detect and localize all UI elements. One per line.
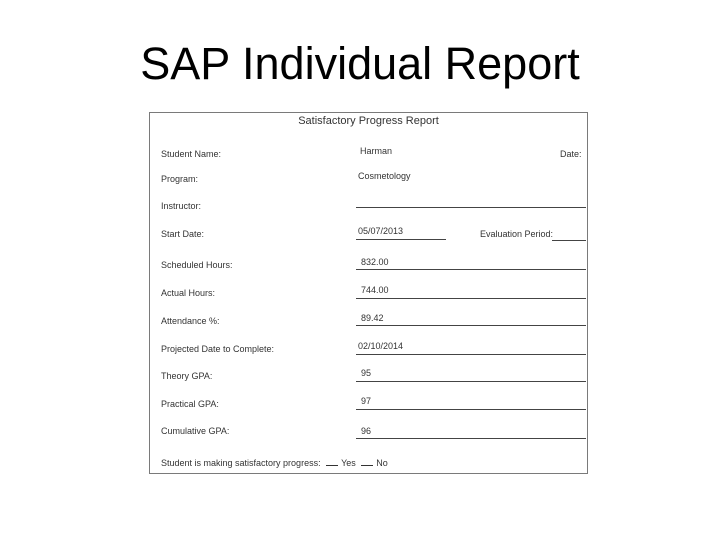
attendance-label: Attendance %: — [161, 316, 220, 326]
actual-hours-line — [356, 298, 586, 299]
attendance-line — [356, 325, 586, 326]
actual-hours-label: Actual Hours: — [161, 288, 216, 298]
program-value: Cosmetology — [358, 171, 411, 181]
scheduled-hours-line — [356, 269, 586, 270]
scheduled-hours-label: Scheduled Hours: — [161, 260, 233, 270]
scheduled-hours-value: 832.00 — [361, 257, 389, 267]
start-date-line — [356, 239, 446, 240]
no-blank[interactable] — [361, 457, 373, 466]
practical-gpa-value: 97 — [361, 396, 372, 406]
theory-gpa-value: 95 — [361, 368, 372, 378]
theory-gpa-line — [356, 381, 586, 382]
actual-hours-value: 744.00 — [361, 285, 389, 295]
cumulative-gpa-line — [356, 438, 586, 439]
instructor-label: Instructor: — [161, 201, 202, 211]
date-label: Date: — [560, 149, 582, 159]
projected-date-line — [356, 354, 586, 355]
projected-date-value: 02/10/2014 — [358, 341, 404, 351]
start-date-label: Start Date: — [161, 229, 205, 239]
cumulative-gpa-label: Cumulative GPA: — [161, 426, 230, 436]
progress-report-form — [149, 112, 588, 474]
no-option: No — [376, 458, 388, 468]
slide-title: SAP Individual Report — [140, 38, 580, 89]
instructor-line — [356, 207, 586, 208]
practical-gpa-line — [356, 409, 586, 410]
start-date-value: 05/07/2013 — [358, 226, 404, 236]
program-label: Program: — [161, 174, 199, 184]
satisfactory-progress-label: Student is making satisfactory progress: — [161, 458, 321, 468]
student-name-value: Harman — [360, 146, 393, 156]
yes-blank[interactable] — [326, 457, 338, 466]
evaluation-period-label: Evaluation Period: — [480, 229, 554, 239]
theory-gpa-label: Theory GPA: — [161, 371, 213, 381]
practical-gpa-label: Practical GPA: — [161, 399, 219, 409]
cumulative-gpa-value: 96 — [361, 426, 372, 436]
evaluation-period-line — [552, 240, 586, 241]
form-title: Satisfactory Progress Report — [298, 115, 439, 127]
yes-option: Yes — [341, 458, 356, 468]
satisfactory-progress-row — [161, 457, 388, 468]
student-name-label: Student Name: — [161, 149, 222, 159]
projected-date-label: Projected Date to Complete: — [161, 344, 275, 354]
attendance-value: 89.42 — [361, 313, 384, 323]
